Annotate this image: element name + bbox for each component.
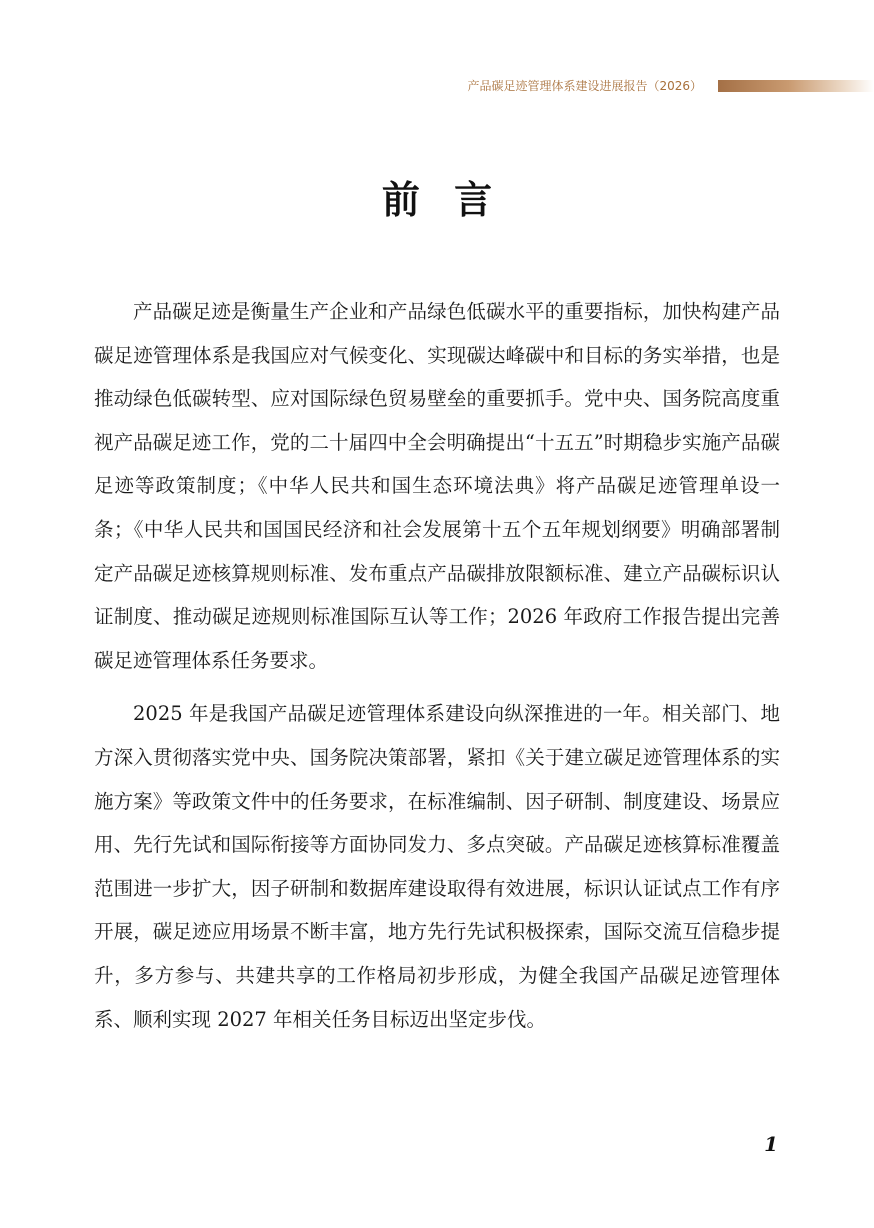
paragraph-1: 产品碳足迹是衡量生产企业和产品绿色低碳水平的重要指标，加快构建产品碳足迹管理体系是我国应对气候变化、实现碳达峰碳中和目标的务实举措，也是推动绿色低碳转型、应对国际绿色贸易壁垒的重要抓手。党中央、国务院高度重视产品碳足迹工作，党的二十届四中全会明确提出“十五五”时期稳步实施产品碳足迹等政策制度；《中华人民共和国生态环境法典》将产品碳足迹管理单设一条；《中华人民共和国国民经济和社会发展第十五个五年规划纲要》明确部署制定产品碳足迹核算规则标准、发布重点产品碳排放限额标准、建立产品碳标识认证制度、推动碳足迹规则标准国际互认等工作；2026 年政府工作报告提出完善碳足迹管理体系任务要求。 — [94, 300, 780, 672]
page-title: 前言 — [381, 177, 527, 222]
page-number: 1 — [764, 1132, 778, 1156]
running-header-title: 产品碳足迹管理体系建设进展报告（2026） — [467, 79, 702, 93]
running-header — [0, 77, 874, 95]
body-text — [94, 290, 780, 1041]
header-accent-bar — [718, 80, 874, 92]
paragraph-2: 2025 年是我国产品碳足迹管理体系建设向纵深推进的一年。相关部门、地方深入贯彻落实党中央、国务院决策部署，紧扣《关于建立碳足迹管理体系的实施方案》等政策文件中的任务要求，在标准编制、因子研制、制度建设、场景应用、先行先试和国际衔接等方面协同发力、多点突破。产品碳足迹核算标准覆盖范围进一步扩大，因子研制和数据库建设取得有效进展，标识认证试点工作有序开展，碳足迹应用场景不断丰富，地方先行先试积极探索，国际交流互信稳步提升，多方参与、共建共享的工作格局初步形成，为健全我国产品碳足迹管理体系、顺利实现 2027 年相关任务目标迈出坚定步伐。 — [94, 702, 780, 1031]
